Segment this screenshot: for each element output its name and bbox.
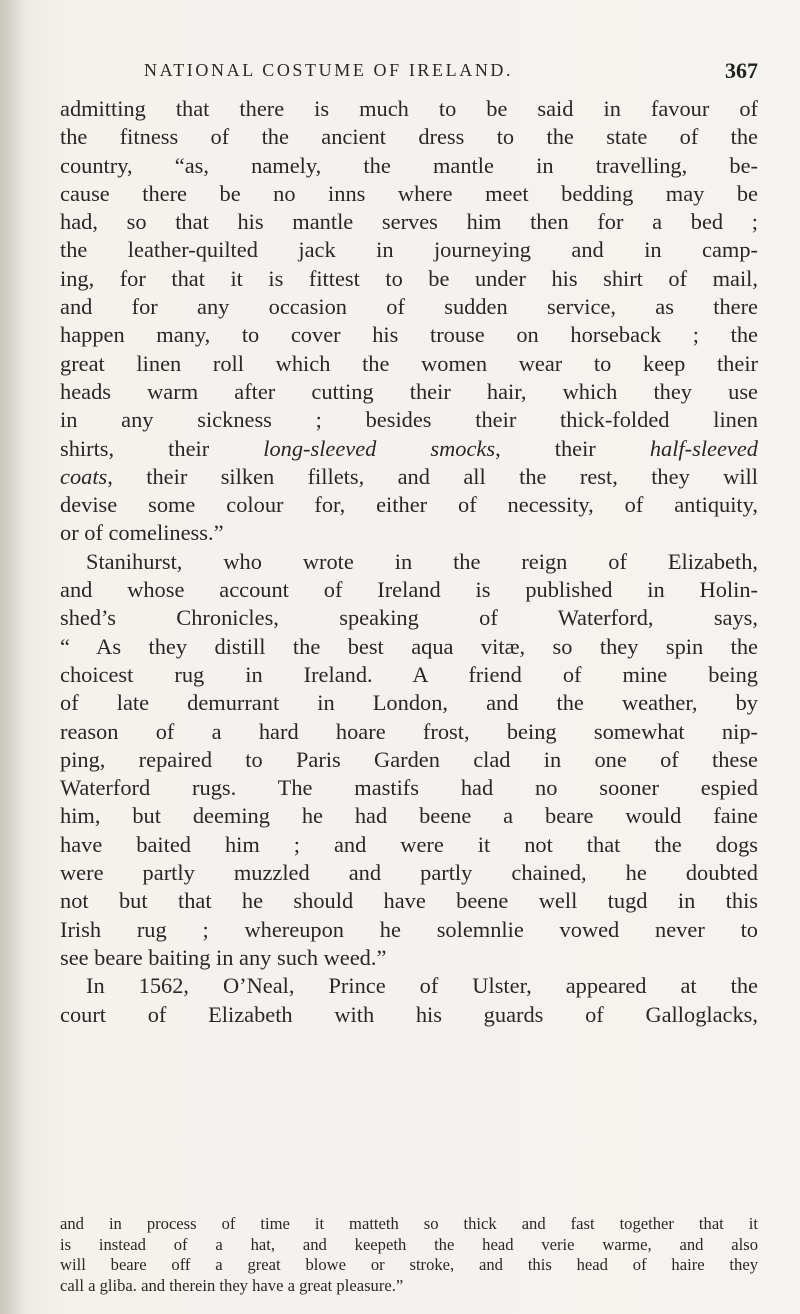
text-line: Stanihurst, who wrote in the reign of Elizabeth, bbox=[86, 548, 758, 574]
text-line: and whose account of Ireland is published in Holin- bbox=[60, 577, 758, 603]
text-line: admitting that there is much to be said in favour of bbox=[60, 96, 758, 121]
text-line: the fitness of the ancient dress to the state of the bbox=[60, 124, 758, 150]
body-text bbox=[60, 95, 758, 1029]
text-line: shed’s Chronicles, speaking of Waterford, says, bbox=[60, 605, 758, 631]
text-line: and for any occasion of sudden service, as there bbox=[60, 294, 758, 320]
text-line: Waterford rugs. The mastifs had no sooner espied bbox=[60, 775, 758, 801]
text-line: Irish rug ; whereupon he solemnlie vowed never to bbox=[60, 916, 758, 942]
footnote bbox=[60, 1214, 758, 1296]
text-line: choicest rug in Ireland. A friend of mine being bbox=[60, 661, 758, 687]
text-line: country, “as, namely, the mantle in travelling, be- bbox=[60, 152, 758, 178]
text-line: have baited him ; and were it not that the dogs bbox=[60, 831, 758, 857]
text-line: the leather-quilted jack in journeying and in camp- bbox=[60, 237, 758, 263]
text-line: ing, for that it is fittest to be under his shirt of mail, bbox=[60, 265, 758, 291]
text-line: of late demurrant in London, and the weather, by bbox=[60, 690, 758, 716]
text-run: , their bbox=[495, 435, 650, 461]
text-line: reason of a hard hoare frost, being somewhat nip- bbox=[60, 718, 758, 744]
italic-run: coats bbox=[60, 463, 108, 489]
text-run: , their silken fillets, and all the rest, they will bbox=[107, 463, 758, 489]
footnote-line: is instead of a hat, and keepeth the head verie warme, and also bbox=[60, 1234, 758, 1254]
text-line: in any sickness ; besides their thick-folded linen bbox=[60, 407, 758, 433]
text-line: happen many, to cover his trouse on horseback ; the bbox=[60, 322, 758, 348]
italic-run: half-sleeved bbox=[649, 435, 758, 461]
footnote-line: will beare off a great blowe or stroke, and this head of haire they bbox=[60, 1255, 758, 1274]
text-line: great linen roll which the women wear to keep their bbox=[60, 350, 758, 376]
text-line: devise some colour for, either of necessity, of antiquity, bbox=[60, 492, 758, 518]
page-number: 367 bbox=[725, 58, 758, 83]
text-line-italic-mixed bbox=[60, 463, 758, 491]
italic-run: long-sleeved smocks bbox=[263, 435, 496, 461]
running-head: NATIONAL COSTUME OF IRELAND. bbox=[144, 60, 514, 80]
text-run: shirts, their bbox=[60, 435, 264, 461]
text-line: ping, repaired to Paris Garden clad in one of these bbox=[60, 746, 758, 772]
text-line-italic-mixed bbox=[60, 435, 758, 463]
text-line: see beare baiting in any such weed.” bbox=[60, 944, 387, 970]
text-line: or of comeliness.” bbox=[60, 520, 224, 546]
text-line: had, so that his mantle serves him then for a bed ; bbox=[60, 209, 758, 235]
text-line: not but that he should have beene well tugd in this bbox=[60, 888, 758, 914]
page-gutter-shadow bbox=[0, 0, 26, 1314]
text-line: court of Elizabeth with his guards of Galloglacks, bbox=[60, 1001, 758, 1027]
text-line: heads warm after cutting their hair, which they use bbox=[60, 378, 758, 404]
page-header bbox=[60, 56, 758, 90]
text-line: him, but deeming he had beene a beare would faine bbox=[60, 803, 758, 829]
text-line: In 1562, O’Neal, Prince of Ulster, appeared at the bbox=[86, 973, 758, 999]
footnote-line: and in process of time it matteth so thick and fast together that it bbox=[60, 1214, 758, 1233]
footnote-line: call a gliba. and therein they have a great pleasure.” bbox=[60, 1275, 404, 1295]
text-line: were partly muzzled and partly chained, he doubted bbox=[60, 860, 758, 886]
text-line: “ As they distill the best aqua vitæ, so they spin the bbox=[60, 633, 758, 659]
text-line: cause there be no inns where meet bedding may be bbox=[60, 180, 758, 206]
